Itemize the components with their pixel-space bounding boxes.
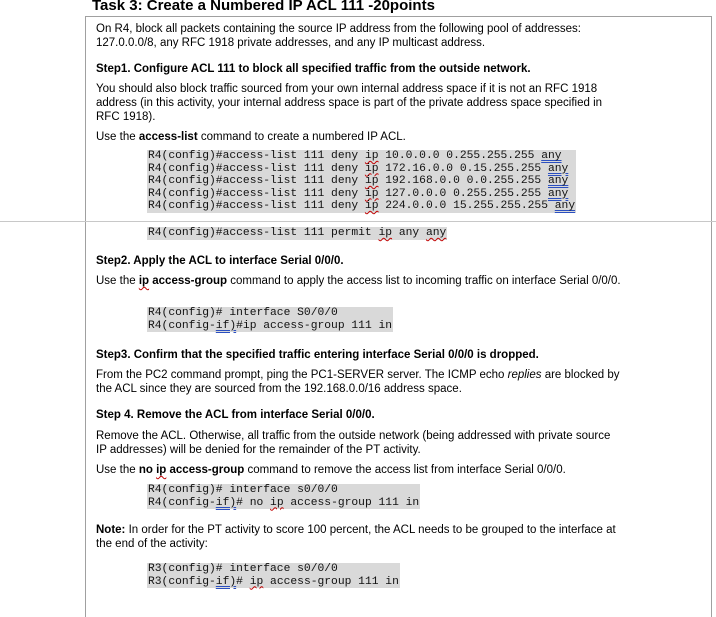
step3-line-1: From the PC2 command prompt, ping the PC1-SERVER server. The ICMP echo replies are blocked by: [96, 369, 620, 381]
intro-line-1: On R4, block all packets containing the source IP address from the following pool of addresses:: [96, 23, 581, 35]
step1-desc-line-1: You should also block traffic sourced from your own internal address space if it is not an RFC 1918: [96, 83, 598, 95]
acl-deny-line: R4(config)#access-list 111 deny ip 10.0.0.0 0.255.255.255 any: [148, 150, 562, 162]
step1-desc-line-3: RFC 1918).: [96, 111, 156, 123]
step3-line-2: the ACL since they are sourced from the 192.168.0.0/16 address space.: [96, 383, 462, 395]
step4-desc-line-1: Remove the ACL. Otherwise, all traffic from the outside network (being addressed with private source: [96, 430, 611, 442]
document-frame-left: [85, 16, 86, 617]
document-frame-right: [711, 16, 712, 617]
step1-heading: Step1. Configure ACL 111 to block all specified traffic from the outside network.: [96, 63, 531, 75]
acl-permit-line: R4(config)#access-list 111 permit ip any any: [148, 227, 447, 239]
task-title: Task 3: Create a Numbered IP ACL 111 -20points: [92, 0, 435, 14]
code-line: R4(config)# interface S0/0/0: [148, 307, 338, 319]
code-line: R3(config)# interface s0/0/0: [148, 563, 338, 575]
code-line: R3(config-if)# ip access-group 111 in: [148, 575, 399, 588]
document-frame-top: [85, 16, 712, 17]
code-line: R4(config-if)#ip access-group 111 in: [148, 319, 393, 332]
note-line-2: the end of the activity:: [96, 538, 208, 550]
step4-desc-line-2: IP addresses) will be denied for the remainder of the PT activity.: [96, 444, 421, 456]
acl-deny-line: R4(config)#access-list 111 deny ip 192.168.0.0 0.0.255.255 any: [148, 175, 569, 187]
code-line: R4(config-if)# no ip access-group 111 in: [148, 496, 420, 509]
acl-deny-line: R4(config)#access-list 111 deny ip 127.0.0.0 0.255.255.255 any: [148, 187, 569, 200]
code-line: R4(config)# interface s0/0/0: [148, 484, 338, 496]
step4-use-text: Use the no ip access-group command to remove the access list from interface Serial 0/0/0.: [96, 464, 566, 476]
step4-code-block: [147, 484, 420, 509]
step4-heading: Step 4. Remove the ACL from interface Serial 0/0/0.: [96, 409, 375, 421]
note-code-block: [147, 563, 400, 588]
step3-heading: Step3. Confirm that the specified traffic entering interface Serial 0/0/0 is dropped.: [96, 349, 539, 361]
acl-deny-line: R4(config)#access-list 111 deny ip 172.16.0.0 0.15.255.255 any: [148, 162, 569, 175]
step1-desc-line-2: address (in this activity, your internal address space is part of the private address space specified in: [96, 97, 603, 109]
step2-heading: Step2. Apply the ACL to interface Serial 0/0/0.: [96, 255, 344, 267]
step2-code-block: [147, 307, 393, 332]
note-line-1: Note: In order for the PT activity to score 100 percent, the ACL needs to be grouped to the interface at: [96, 524, 616, 536]
acl-deny-line: R4(config)#access-list 111 deny ip 224.0.0.0 15.255.255.255 any: [148, 200, 576, 212]
step2-use-text: Use the ip access-group command to apply the access list to incoming traffic on interface Serial 0/0/0.: [96, 275, 621, 287]
intro-line-2: 127.0.0.0/8, any RFC 1918 private addresses, and any IP multicast address.: [96, 37, 486, 49]
page-break-line: [0, 221, 716, 222]
step1-use-text: Use the access-list command to create a numbered IP ACL.: [96, 131, 406, 143]
acl-deny-block: [147, 150, 576, 213]
